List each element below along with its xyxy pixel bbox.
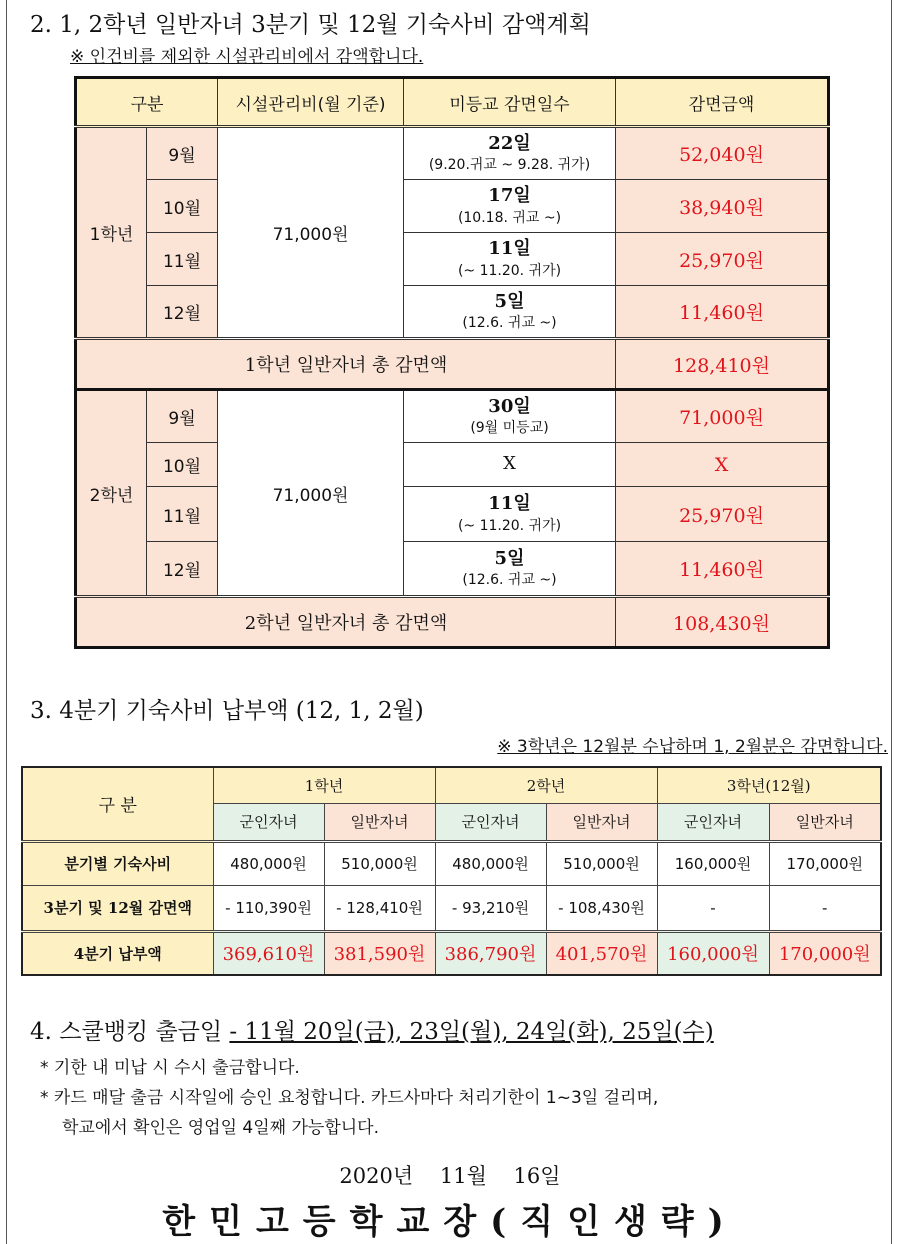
subheader-military: 군인자녀 xyxy=(213,803,324,841)
table-row xyxy=(22,885,881,931)
table-row xyxy=(76,127,829,180)
month-cell: 11월 xyxy=(147,233,218,286)
total-label: 1학년 일반자녀 총 감면액 xyxy=(76,339,616,390)
grade1-total-row xyxy=(76,339,829,390)
value-cell: - 108,430원 xyxy=(546,885,657,931)
days-value: 11일 xyxy=(488,493,531,515)
days-detail: (12.6. 귀교 ~) xyxy=(462,572,557,589)
total-label: 2학년 일반자녀 총 감면액 xyxy=(76,597,616,648)
bullet-item: * 카드 매달 출금 시작일에 승인 요청합니다. 카드사마다 처리기한이 1~3일 걸리며, xyxy=(40,1088,659,1108)
header-reduction-amount: 감면금액 xyxy=(616,78,829,127)
total-amount: 128,410원 xyxy=(616,339,829,390)
header-category: 구분 xyxy=(76,78,218,127)
value-cell: 510,000원 xyxy=(546,841,657,885)
reduction-amount: 11,460원 xyxy=(616,286,829,339)
absence-days xyxy=(404,487,616,542)
days-value: 5일 xyxy=(494,547,525,569)
table-row xyxy=(76,487,829,542)
value-cell: 480,000원 xyxy=(213,841,324,885)
absence-days xyxy=(404,127,616,180)
document-date: 2020년 11월 16일 xyxy=(339,1164,561,1188)
grade-header: 1학년 xyxy=(213,767,435,803)
grade-header: 2학년 xyxy=(435,767,657,803)
subheader-military: 군인자녀 xyxy=(435,803,546,841)
days-detail: (~ 11.20. 귀가) xyxy=(457,517,562,534)
reduction-amount: 38,940원 xyxy=(616,180,829,233)
payment-cell: 401,570원 xyxy=(546,931,657,975)
subheader-military: 군인자녀 xyxy=(657,803,769,841)
month-cell: 9월 xyxy=(147,127,218,180)
table-row xyxy=(76,286,829,339)
grade-label: 1학년 xyxy=(76,127,147,339)
header-category: 구 분 xyxy=(22,767,213,841)
month-cell: 10월 xyxy=(147,443,218,487)
month-cell: 10월 xyxy=(147,180,218,233)
principal-signature: 한민고등학교장(직인생략) xyxy=(162,1202,738,1242)
bullet-item: 학교에서 확인은 영업일 4일째 가능합니다. xyxy=(62,1118,380,1138)
absence-days xyxy=(404,233,616,286)
table-row xyxy=(22,841,881,885)
days-value: 22일 xyxy=(488,132,531,154)
total-amount: 108,430원 xyxy=(616,597,829,648)
days-detail: (9.20.귀교 ~ 9.28. 귀가) xyxy=(428,157,591,174)
days-value: 11일 xyxy=(488,238,531,260)
facility-fee: 71,000원 xyxy=(218,127,404,339)
payment-cell: 369,610원 xyxy=(213,931,324,975)
section2-title: 2. 1, 2학년 일반자녀 3분기 및 12월 기숙사비 감액계획 xyxy=(30,12,591,38)
table-row xyxy=(76,390,829,443)
grade-header: 3학년(12월) xyxy=(657,767,881,803)
reduction-amount: 25,970원 xyxy=(616,487,829,542)
section3-title: 3. 4분기 기숙사비 납부액 (12, 1, 2월) xyxy=(30,698,424,724)
row-label: 분기별 기숙사비 xyxy=(22,841,213,885)
table-row xyxy=(76,180,829,233)
month-cell: 11월 xyxy=(147,487,218,542)
value-cell: 160,000원 xyxy=(657,841,769,885)
subheader-general: 일반자녀 xyxy=(546,803,657,841)
days-detail: (12.6. 귀교 ~) xyxy=(462,315,557,332)
withdrawal-dates: - 11월 20일(금), 23일(월), 24일(화), 25일(수) xyxy=(229,1019,714,1045)
table-header-row xyxy=(76,78,829,127)
value-cell: - 93,210원 xyxy=(435,885,546,931)
value-cell: 510,000원 xyxy=(324,841,435,885)
days-value: 17일 xyxy=(488,185,531,207)
subheader-general: 일반자녀 xyxy=(324,803,435,841)
month-cell: 9월 xyxy=(147,390,218,443)
table-row xyxy=(76,443,829,487)
bullet-item: * 기한 내 미납 시 수시 출금합니다. xyxy=(40,1058,300,1078)
table-row xyxy=(76,233,829,286)
payment-cell: 170,000원 xyxy=(769,931,881,975)
reduction-amount: 11,460원 xyxy=(616,542,829,597)
section4-title xyxy=(30,1013,714,1046)
value-cell: 170,000원 xyxy=(769,841,881,885)
days-detail: (10.18. 귀교 ~) xyxy=(457,209,562,226)
header-absence-days: 미등교 감면일수 xyxy=(404,78,616,127)
header-facility-fee: 시설관리비(월 기준) xyxy=(218,78,404,127)
days-value: 30일 xyxy=(488,395,531,417)
reduction-amount: 71,000원 xyxy=(616,390,829,443)
absence-days xyxy=(404,443,616,487)
grade-header-row xyxy=(22,767,881,803)
absence-days xyxy=(404,390,616,443)
value-cell: - xyxy=(769,885,881,931)
section2-note: ※ 인건비를 제외한 시설관리비에서 감액합니다. xyxy=(70,47,424,67)
value-cell: - 110,390원 xyxy=(213,885,324,931)
section4-title-prefix: 4. 스쿨뱅킹 출금일 xyxy=(30,1019,230,1045)
value-cell: 480,000원 xyxy=(435,841,546,885)
subheader-general: 일반자녀 xyxy=(769,803,881,841)
days-detail: (9월 미등교) xyxy=(470,420,549,437)
grade2-total-row xyxy=(76,597,829,648)
row-label: 4분기 납부액 xyxy=(22,931,213,975)
absence-days xyxy=(404,542,616,597)
table-row xyxy=(76,542,829,597)
reduction-plan-table xyxy=(74,76,830,649)
reduction-amount: 52,040원 xyxy=(616,127,829,180)
month-cell: 12월 xyxy=(147,286,218,339)
table-row xyxy=(22,931,881,975)
absence-days xyxy=(404,180,616,233)
reduction-amount: X xyxy=(616,443,829,487)
section3-note: ※ 3학년은 12월분 수납하며 1, 2월분은 감면합니다. xyxy=(497,737,888,757)
value-cell: - xyxy=(657,885,769,931)
facility-fee: 71,000원 xyxy=(218,390,404,597)
days-value: 5일 xyxy=(494,290,525,312)
absence-days xyxy=(404,286,616,339)
days-detail: (~ 11.20. 귀가) xyxy=(457,262,562,279)
row-label: 3분기 및 12월 감면액 xyxy=(22,885,213,931)
value-cell: - 128,410원 xyxy=(324,885,435,931)
payment-cell: 381,590원 xyxy=(324,931,435,975)
q4-payment-table xyxy=(21,766,882,976)
reduction-amount: 25,970원 xyxy=(616,233,829,286)
month-cell: 12월 xyxy=(147,542,218,597)
days-value: X xyxy=(503,453,516,475)
payment-cell: 160,000원 xyxy=(657,931,769,975)
grade-label: 2학년 xyxy=(76,390,147,597)
payment-cell: 386,790원 xyxy=(435,931,546,975)
